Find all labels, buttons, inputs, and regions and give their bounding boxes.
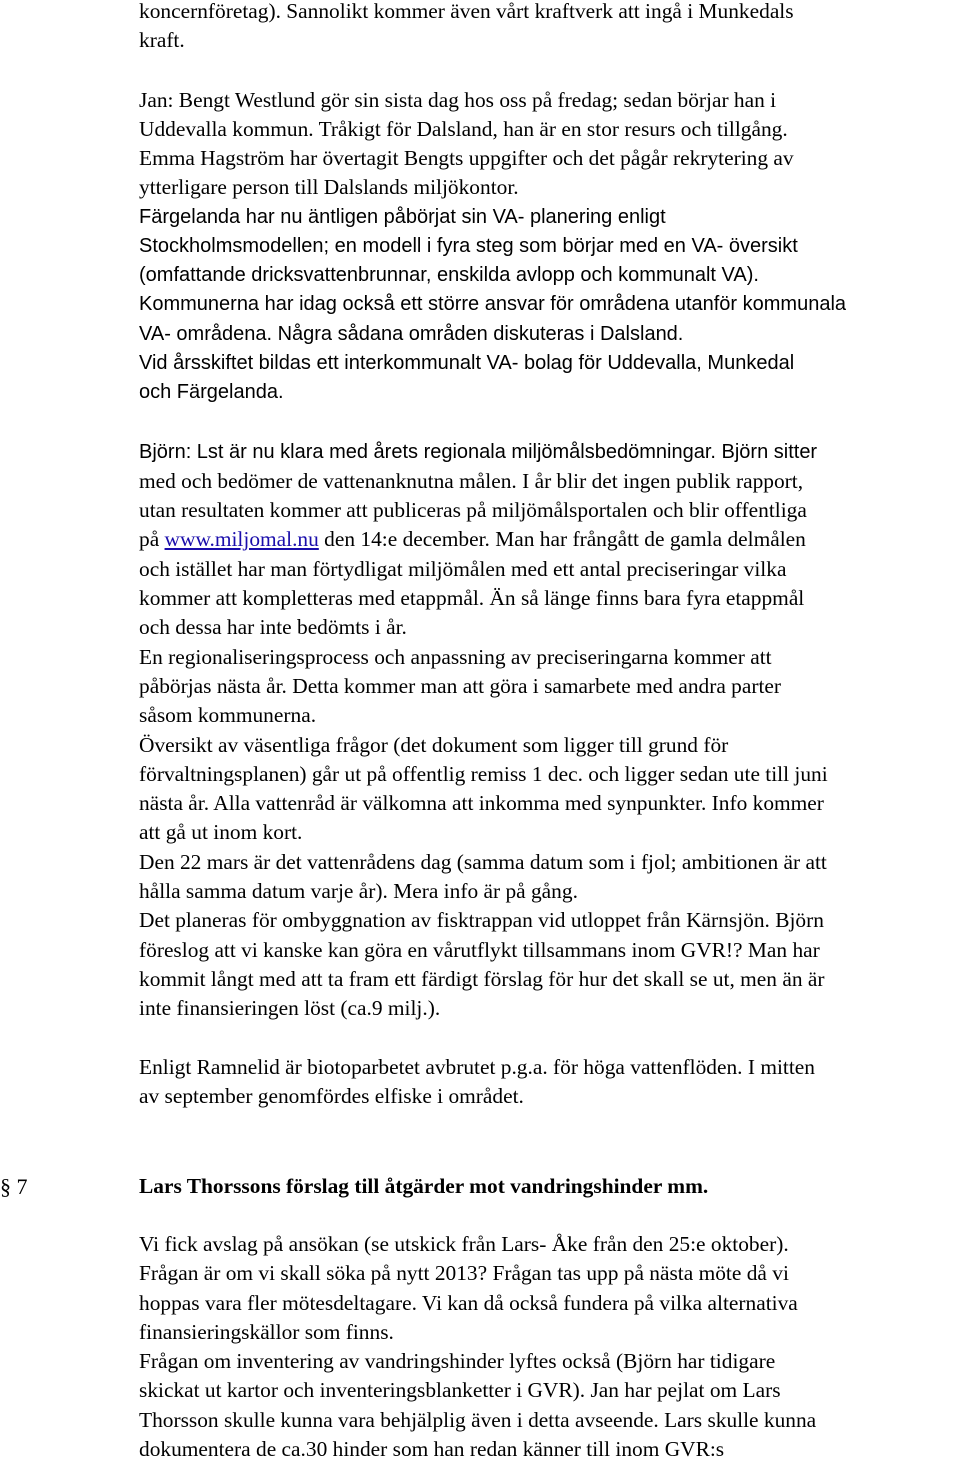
text-line: finansieringskällor som finns. xyxy=(139,1320,394,1344)
text-line: Vid årsskiftet bildas ett interkommunalt VA- bolag för Uddevalla, Munkedal xyxy=(139,352,795,374)
text-line: Thorsson skulle kunna vara behjälplig även i detta avseende. Lars skulle kunna xyxy=(139,1408,817,1432)
text-line: dokumentera de ca.30 hinder som han redan känner till inom GVR:s xyxy=(139,1437,725,1461)
text-line: skickat ut kartor och inventeringsblanketter i GVR). Jan har pejlat om Lars xyxy=(139,1378,781,1402)
text-line: att gå ut inom kort. xyxy=(139,820,303,844)
text-line: ytterligare person till Dalslands miljökontor. xyxy=(139,175,519,199)
text-line-with-link xyxy=(139,525,806,554)
text-line: såsom kommunerna. xyxy=(139,703,317,727)
text-line: (omfattande dricksvattenbrunnar, enskilda avlopp och kommunalt VA). xyxy=(139,264,759,286)
text-line: inte finansieringen löst (ca.9 milj.). xyxy=(139,996,441,1020)
text-segment: den 14:e december. Man har frångått de gamla delmålen xyxy=(318,527,806,551)
text-line: förvaltningsplanen) går ut på offentlig remiss 1 dec. och ligger sedan ute till juni xyxy=(139,762,828,786)
text-segment: på xyxy=(139,527,165,551)
text-line: Enligt Ramnelid är biotoparbetet avbrutet p.g.a. för höga vattenflöden. I mitten xyxy=(139,1055,815,1079)
section-marker: § 7 xyxy=(0,1174,28,1199)
text-line: VA- områdena. Några sådana områden diskuteras i Dalsland. xyxy=(139,323,684,345)
text-line: Översikt av väsentliga frågor (det dokument som ligger till grund för xyxy=(139,733,729,757)
text-line: Emma Hagström har övertagit Bengts uppgifter och det pågår rekrytering av xyxy=(139,146,794,170)
text-line: Björn: Lst är nu klara med årets regionala miljömålsbedömningar. Björn sitter xyxy=(139,441,818,463)
text-line: hoppas vara fler mötesdeltagare. Vi kan då också fundera på vilka alternativa xyxy=(139,1291,798,1315)
text-line: Den 22 mars är det vattenrådens dag (samma datum som i fjol; ambitionen är att xyxy=(139,850,827,874)
text-line: Frågan om inventering av vandringshinder lyftes också (Björn har tidigare xyxy=(139,1349,776,1373)
text-line: Jan: Bengt Westlund gör sin sista dag hos oss på fredag; sedan börjar han i xyxy=(139,88,777,112)
text-line: Kommunerna har idag också ett större ansvar för områdena utanför kommunala xyxy=(139,293,847,315)
text-line: och Färgelanda. xyxy=(139,381,284,403)
text-line: nästa år. Alla vattenråd är välkomna att inkomma med synpunkter. Info kommer xyxy=(139,791,824,815)
text-line: föreslog att vi kanske kan göra en vårutflykt tillsammans inom GVR!? Man har xyxy=(139,938,820,962)
miljomal-link[interactable]: www.miljomal.nu xyxy=(164,527,319,551)
text-line: Frågan är om vi skall söka på nytt 2013? Frågan tas upp på nästa möte då vi xyxy=(139,1261,789,1285)
text-line: påbörjas nästa år. Detta kommer man att göra i samarbete med andra parter xyxy=(139,674,782,698)
text-line: hålla samma datum varje år). Mera info är på gång. xyxy=(139,879,578,903)
text-line: av september genomfördes elfiske i området. xyxy=(139,1084,524,1108)
text-line: utan resultaten kommer att publiceras på miljömålsportalen och blir offentliga xyxy=(139,498,807,522)
text-line: Stockholmsmodellen; en modell i fyra steg som börjar med en VA- översikt xyxy=(139,235,798,257)
text-line: En regionaliseringsprocess och anpassning av preciseringarna kommer att xyxy=(139,645,772,669)
text-line: Vi fick avslag på ansökan (se utskick från Lars- Åke från den 25:e oktober). xyxy=(139,1232,789,1256)
text-line: och dessa har inte bedömts i år. xyxy=(139,615,407,639)
section-heading: Lars Thorssons förslag till åtgärder mot vandringshinder mm. xyxy=(139,1174,709,1198)
text-line: Det planeras för ombyggnation av fisktrappan vid utloppet från Kärnsjön. Björn xyxy=(139,908,824,932)
text-line: och istället har man förtydligat miljömålen med ett antal preciseringar vilka xyxy=(139,557,787,581)
text-line: med och bedömer de vattenanknutna målen. I år blir det ingen publik rapport, xyxy=(139,469,804,493)
text-line: kommer att kompletteras med etappmål. Än så länge finns bara fyra etappmål xyxy=(139,586,805,610)
text-line: kraft. xyxy=(139,28,185,52)
text-line: kommit långt med att ta fram ett färdigt förslag för hur det skall se ut, men än är xyxy=(139,967,825,991)
text-line: koncernföretag). Sannolikt kommer även vårt kraftverk att ingå i Munkedals xyxy=(139,0,794,23)
text-line: Färgelanda har nu äntligen påbörjat sin VA- planering enligt xyxy=(139,206,666,228)
text-line: Uddevalla kommun. Tråkigt för Dalsland, han är en stor resurs och tillgång. xyxy=(139,117,788,141)
